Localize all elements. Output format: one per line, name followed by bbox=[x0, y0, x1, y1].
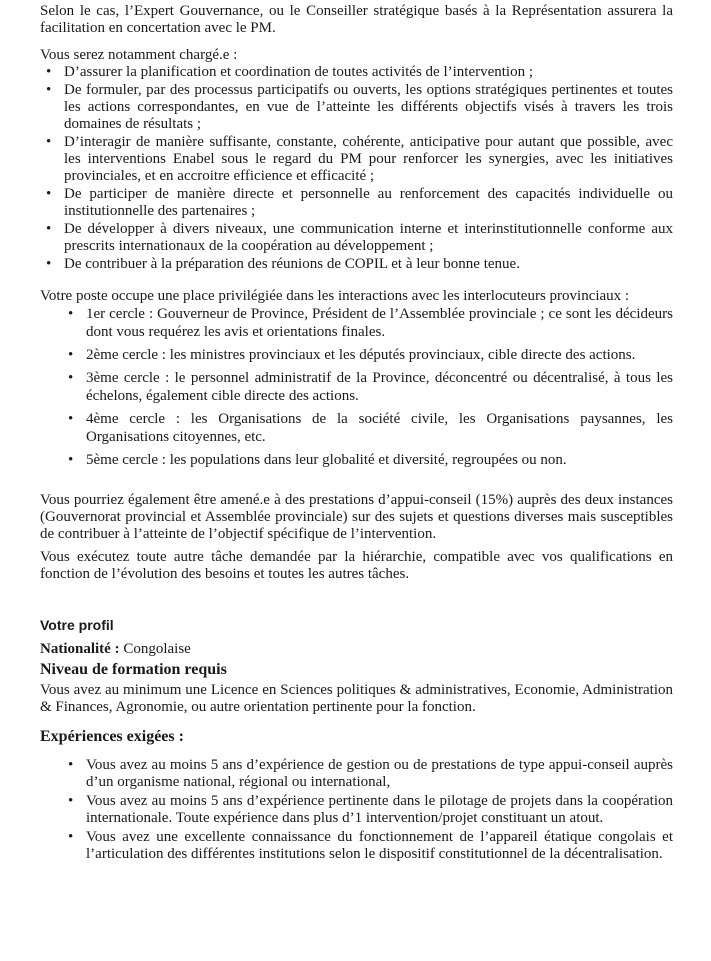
list-item: • De formuler, par des processus participatifs ou ouverts, les options stratégiques pertinentes et toutes les actions correspondantes, en vue de l’atteinte les différents objectifs visés à travers les trois domaines de résultats ; bbox=[40, 82, 673, 133]
circles-heading: Votre poste occupe une place privilégiée dans les interactions avec les interlocuteurs provinciaux : bbox=[40, 288, 630, 304]
circles-list bbox=[40, 305, 673, 469]
list-item: • 2ème cercle : les ministres provinciaux et les députés provinciaux, cible directe des actions. bbox=[62, 346, 673, 364]
list-item: • Vous avez au moins 5 ans d’expérience pertinente dans le pilotage de projets dans la coopération internationale. Toute expérience dans plus d’1 intervention/projet constituant un atout. bbox=[62, 793, 673, 827]
list-item: • 1er cercle : Gouverneur de Province, Président de l’Assemblée provinciale ; ce sont les décideurs dont vous requérez les avis et orientations finales. bbox=[62, 305, 673, 341]
other-tasks-paragraph: Vous exécutez toute autre tâche demandée par la hiérarchie, compatible avec vos qualifications en fonction de l’évolution des besoins et toutes les autres tâches. bbox=[40, 549, 673, 582]
responsibilities-list bbox=[40, 64, 673, 273]
list-item: • D’assurer la planification et coordination de toutes activités de l’intervention ; bbox=[40, 64, 673, 81]
circles-section bbox=[40, 288, 673, 469]
profile-title: Votre profil bbox=[40, 617, 114, 633]
list-item: • 3ème cercle : le personnel administratif de la Province, déconcentré ou décentralisé, à tous les échelons, également cible directe des actions. bbox=[62, 369, 673, 405]
advisory-paragraph: Vous pourriez également être amené.e à des prestations d’appui-conseil (15%) auprès des deux instances (Gouvernorat provincial et Assemblée provinciale) sur des sujets et questions diverses mais susceptibles de contribuer à l’atteinte de l’objectif spécifique de l’intervention. bbox=[40, 492, 673, 542]
list-item: • Vous avez au moins 5 ans d’expérience de gestion ou de prestations de type appui-conseil auprès d’un organisme national, régional ou international, bbox=[62, 757, 673, 791]
education-paragraph: Vous avez au minimum une Licence en Sciences politiques & administratives, Economie, Administration & Finances, Agronomie, ou autre orientation pertinente pour la fonction. bbox=[40, 682, 673, 715]
nationality-label: Nationalité : bbox=[40, 641, 120, 657]
list-item: • De contribuer à la préparation des réunions de COPIL et à leur bonne tenue. bbox=[40, 256, 673, 273]
intro-paragraph: Selon le cas, l’Expert Gouvernance, ou le Conseiller stratégique basés à la Représentation assurera la facilitation en concertation avec le PM. bbox=[40, 3, 673, 36]
list-item: • De participer de manière directe et personnelle au renforcement des capacités individuelle ou institutionnelle des partenaires ; bbox=[40, 186, 673, 220]
responsibilities-heading: Vous serez notamment chargé.e : bbox=[40, 47, 238, 63]
experience-heading: Expériences exigées : bbox=[40, 728, 184, 745]
responsibilities-section bbox=[40, 47, 673, 273]
nationality-value: Congolaise bbox=[119, 641, 191, 657]
experience-list bbox=[40, 757, 673, 863]
list-item: • Vous avez une excellente connaissance du fonctionnement de l’appareil étatique congolais et l’articulation des différentes institutions selon le dispositif constitutionnel de la décentralisation. bbox=[62, 829, 673, 863]
list-item: • 5ème cercle : les populations dans leur globalité et diversité, regroupées ou non. bbox=[62, 451, 673, 469]
education-heading: Niveau de formation requis bbox=[40, 661, 227, 678]
experience-section bbox=[40, 728, 673, 863]
nationality-line bbox=[40, 641, 673, 658]
list-item: • De développer à divers niveaux, une communication interne et interinstitutionnelle conforme aux prescrits internationaux de la coopération au développement ; bbox=[40, 221, 673, 255]
list-item: • 4ème cercle : les Organisations de la société civile, les Organisations paysannes, les Organisations citoyennes, etc. bbox=[62, 410, 673, 446]
list-item: • D’interagir de manière suffisante, constante, cohérente, anticipative pour autant que possible, avec les interventions Enabel sous le regard du PM pour renforcer les synergies, avec les initiatives provinciales, et en accroitre efficience et efficacité ; bbox=[40, 134, 673, 185]
